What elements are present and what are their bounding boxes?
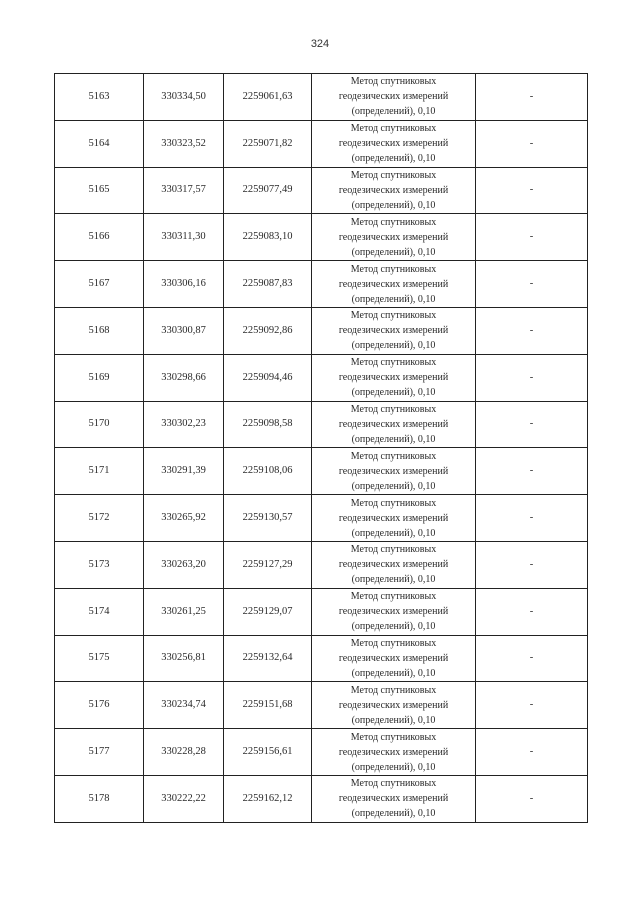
table-row — [55, 354, 588, 401]
x-coordinate-cell: 330298,66 — [144, 354, 224, 401]
note-cell: - — [476, 120, 588, 167]
method-cell — [312, 120, 476, 167]
method-line-2: геодезических измерений — [338, 278, 449, 290]
x-coordinate-cell: 330234,74 — [144, 682, 224, 729]
y-coordinate-cell: 2259071,82 — [224, 120, 312, 167]
point-number-cell: 5169 — [55, 354, 144, 401]
coordinates-table — [54, 73, 588, 823]
point-number-cell: 5164 — [55, 120, 144, 167]
y-coordinate-cell: 2259162,12 — [224, 775, 312, 822]
method-line-2: геодезических измерений — [338, 746, 449, 758]
method-line-1: Метод спутниковых — [350, 263, 437, 275]
method-line-1: Метод спутниковых — [350, 497, 437, 509]
point-number-cell: 5171 — [55, 448, 144, 495]
method-line-3: (определений), 0,10 — [351, 714, 436, 726]
table-row — [55, 74, 588, 121]
method-line-1: Метод спутниковых — [350, 403, 437, 415]
method-line-3: (определений), 0,10 — [351, 808, 436, 820]
method-line-3: (определений), 0,10 — [351, 387, 436, 399]
y-coordinate-cell: 2259061,63 — [224, 74, 312, 121]
y-coordinate-cell: 2259156,61 — [224, 729, 312, 776]
y-coordinate-cell: 2259132,64 — [224, 635, 312, 682]
x-coordinate-cell: 330228,28 — [144, 729, 224, 776]
table-row — [55, 775, 588, 822]
x-coordinate-cell: 330256,81 — [144, 635, 224, 682]
method-line-3: (определений), 0,10 — [351, 527, 436, 539]
x-coordinate-cell: 330222,22 — [144, 775, 224, 822]
table-row — [55, 307, 588, 354]
method-line-3: (определений), 0,10 — [351, 153, 436, 165]
note-cell: - — [476, 682, 588, 729]
method-line-2: геодезических измерений — [338, 231, 449, 243]
method-cell — [312, 635, 476, 682]
method-cell — [312, 354, 476, 401]
method-cell — [312, 729, 476, 776]
method-cell — [312, 74, 476, 121]
x-coordinate-cell: 330300,87 — [144, 307, 224, 354]
y-coordinate-cell: 2259077,49 — [224, 167, 312, 214]
note-cell: - — [476, 74, 588, 121]
x-coordinate-cell: 330263,20 — [144, 541, 224, 588]
y-coordinate-cell: 2259151,68 — [224, 682, 312, 729]
method-cell — [312, 541, 476, 588]
table-row — [55, 729, 588, 776]
point-number-cell: 5178 — [55, 775, 144, 822]
note-cell: - — [476, 214, 588, 261]
note-cell: - — [476, 354, 588, 401]
method-cell — [312, 682, 476, 729]
method-line-2: геодезических измерений — [338, 184, 449, 196]
y-coordinate-cell: 2259094,46 — [224, 354, 312, 401]
method-line-1: Метод спутниковых — [350, 76, 437, 88]
point-number-cell: 5167 — [55, 261, 144, 308]
note-cell: - — [476, 588, 588, 635]
method-line-2: геодезических измерений — [338, 91, 449, 103]
table-row — [55, 120, 588, 167]
note-cell: - — [476, 307, 588, 354]
method-line-2: геодезических измерений — [338, 372, 449, 384]
table-row — [55, 635, 588, 682]
x-coordinate-cell: 330265,92 — [144, 495, 224, 542]
note-cell: - — [476, 401, 588, 448]
method-cell — [312, 167, 476, 214]
method-line-2: геодезических измерений — [338, 418, 449, 430]
method-cell — [312, 401, 476, 448]
method-line-3: (определений), 0,10 — [351, 246, 436, 258]
method-line-3: (определений), 0,10 — [351, 621, 436, 633]
method-line-3: (определений), 0,10 — [351, 574, 436, 586]
method-line-1: Метод спутниковых — [350, 169, 437, 181]
y-coordinate-cell: 2259127,29 — [224, 541, 312, 588]
note-cell: - — [476, 729, 588, 776]
x-coordinate-cell: 330261,25 — [144, 588, 224, 635]
method-line-3: (определений), 0,10 — [351, 106, 436, 118]
note-cell: - — [476, 261, 588, 308]
x-coordinate-cell: 330291,39 — [144, 448, 224, 495]
note-cell: - — [476, 635, 588, 682]
y-coordinate-cell: 2259087,83 — [224, 261, 312, 308]
method-line-2: геодезических измерений — [338, 138, 449, 150]
x-coordinate-cell: 330306,16 — [144, 261, 224, 308]
x-coordinate-cell: 330323,52 — [144, 120, 224, 167]
y-coordinate-cell: 2259130,57 — [224, 495, 312, 542]
y-coordinate-cell: 2259108,06 — [224, 448, 312, 495]
method-cell — [312, 307, 476, 354]
method-line-1: Метод спутниковых — [350, 450, 437, 462]
point-number-cell: 5173 — [55, 541, 144, 588]
point-number-cell: 5165 — [55, 167, 144, 214]
method-line-2: геодезических измерений — [338, 465, 449, 477]
method-line-2: геодезических измерений — [338, 699, 449, 711]
table-row — [55, 448, 588, 495]
method-line-3: (определений), 0,10 — [351, 667, 436, 679]
note-cell: - — [476, 541, 588, 588]
method-cell — [312, 588, 476, 635]
note-cell: - — [476, 448, 588, 495]
table-row — [55, 401, 588, 448]
method-line-3: (определений), 0,10 — [351, 340, 436, 352]
method-line-1: Метод спутниковых — [350, 778, 437, 790]
table-row — [55, 167, 588, 214]
method-line-1: Метод спутниковых — [350, 637, 437, 649]
x-coordinate-cell: 330311,30 — [144, 214, 224, 261]
point-number-cell: 5177 — [55, 729, 144, 776]
table-row — [55, 682, 588, 729]
method-line-3: (определений), 0,10 — [351, 433, 436, 445]
method-line-2: геодезических измерений — [338, 559, 449, 571]
method-line-3: (определений), 0,10 — [351, 480, 436, 492]
method-line-1: Метод спутниковых — [350, 310, 437, 322]
method-line-1: Метод спутниковых — [350, 216, 437, 228]
y-coordinate-cell: 2259098,58 — [224, 401, 312, 448]
method-cell — [312, 495, 476, 542]
x-coordinate-cell: 330317,57 — [144, 167, 224, 214]
note-cell: - — [476, 775, 588, 822]
table-row — [55, 588, 588, 635]
method-line-1: Метод спутниковых — [350, 357, 437, 369]
method-line-3: (определений), 0,10 — [351, 761, 436, 773]
point-number-cell: 5172 — [55, 495, 144, 542]
point-number-cell: 5170 — [55, 401, 144, 448]
method-line-2: геодезических измерений — [338, 606, 449, 618]
method-line-1: Метод спутниковых — [350, 591, 437, 603]
method-line-1: Метод спутниковых — [350, 544, 437, 556]
table-row — [55, 214, 588, 261]
method-cell — [312, 261, 476, 308]
method-line-2: геодезических измерений — [338, 325, 449, 337]
point-number-cell: 5175 — [55, 635, 144, 682]
method-line-2: геодезических измерений — [338, 512, 449, 524]
method-cell — [312, 448, 476, 495]
method-line-2: геодезических измерений — [338, 793, 449, 805]
point-number-cell: 5168 — [55, 307, 144, 354]
page-number: 324 — [310, 38, 330, 50]
point-number-cell: 5166 — [55, 214, 144, 261]
note-cell: - — [476, 167, 588, 214]
method-cell — [312, 214, 476, 261]
table-row — [55, 541, 588, 588]
table-row — [55, 495, 588, 542]
coordinates-table-body — [55, 74, 588, 823]
method-line-1: Метод спутниковых — [350, 123, 437, 135]
x-coordinate-cell: 330302,23 — [144, 401, 224, 448]
method-line-2: геодезических измерений — [338, 652, 449, 664]
point-number-cell: 5163 — [55, 74, 144, 121]
y-coordinate-cell: 2259092,86 — [224, 307, 312, 354]
point-number-cell: 5176 — [55, 682, 144, 729]
table-row — [55, 261, 588, 308]
y-coordinate-cell: 2259083,10 — [224, 214, 312, 261]
y-coordinate-cell: 2259129,07 — [224, 588, 312, 635]
method-line-1: Метод спутниковых — [350, 731, 437, 743]
point-number-cell: 5174 — [55, 588, 144, 635]
method-line-1: Метод спутниковых — [350, 684, 437, 696]
method-line-3: (определений), 0,10 — [351, 199, 436, 211]
note-cell: - — [476, 495, 588, 542]
method-line-3: (определений), 0,10 — [351, 293, 436, 305]
x-coordinate-cell: 330334,50 — [144, 74, 224, 121]
method-cell — [312, 775, 476, 822]
